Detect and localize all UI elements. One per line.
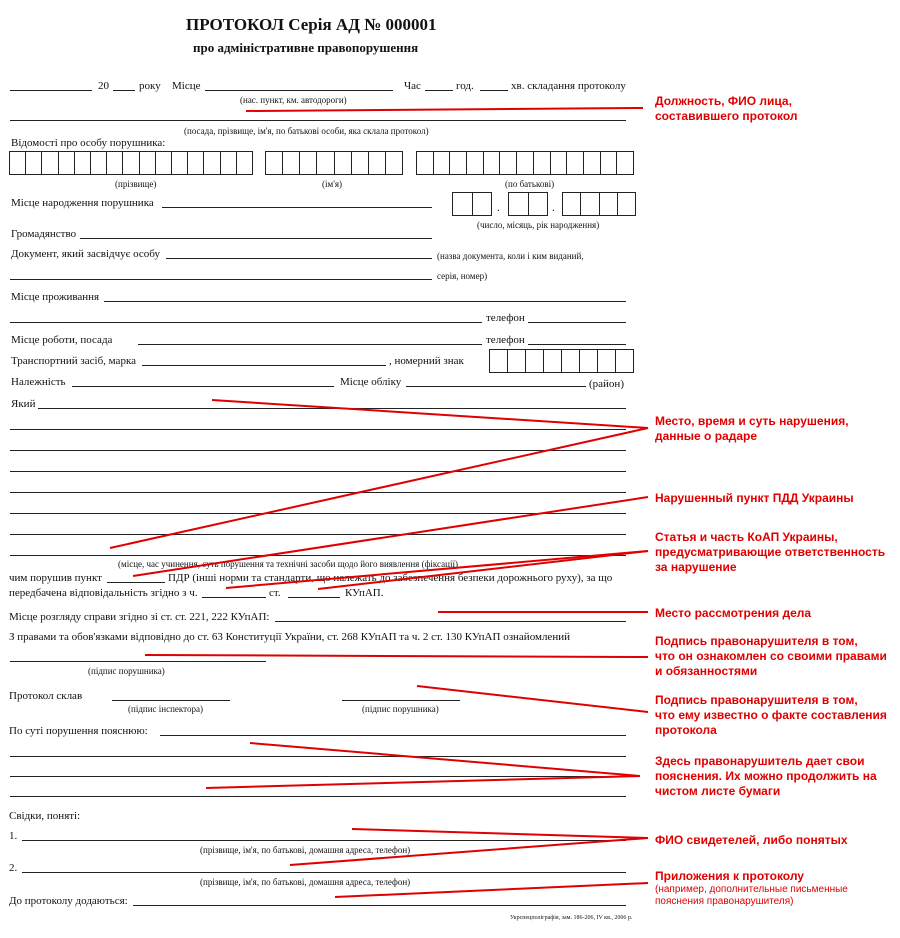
witnesses-label: Свідки, поняті: bbox=[9, 810, 81, 822]
document-label: Документ, який засвідчує особу bbox=[11, 248, 160, 260]
document-hint-2: серія, номер) bbox=[437, 271, 488, 281]
witness-2-hint: (прізвище, ім'я, по батькові, домашня адреса, телефон) bbox=[200, 877, 411, 887]
birth-dot-2: . bbox=[552, 202, 555, 214]
arrow-violation-top bbox=[212, 400, 648, 428]
rights-text: З правами та обов'язками відповідно до ст. 63 Конституції України, ст. 268 КУпАП та ч. 2 ст. 130 КУпАП ознайомлений bbox=[9, 631, 570, 643]
protocol-title: ПРОТОКОЛ Серія АД № 000001 bbox=[186, 15, 437, 34]
annotation-witnesses: ФИО свидетелей, либо понятых bbox=[655, 833, 848, 847]
patronymic-hint: (по батькові) bbox=[505, 179, 555, 189]
rule-line2a: передбачена відповідальність згідно з ч. bbox=[9, 587, 198, 599]
annotation-violation: Место, время и суть нарушения, данные о радаре bbox=[655, 414, 849, 443]
birthdate-hint: (число, місяць, рік народження) bbox=[477, 220, 600, 230]
arrow-rule-part bbox=[226, 551, 648, 588]
arrow-explanation-1 bbox=[250, 743, 640, 776]
place-hint: (нас. пункт, км. автодороги) bbox=[240, 95, 347, 105]
offender-info-label: Відомості про особу порушника: bbox=[11, 137, 166, 149]
arrow-violation-bottom bbox=[110, 428, 648, 548]
arrow-witness-2 bbox=[290, 838, 648, 865]
explanation-label: По суті порушення пояснюю: bbox=[9, 725, 148, 737]
place-label: Місце bbox=[172, 80, 201, 92]
rule-line2c: КУпАП. bbox=[345, 587, 384, 599]
witness-2-num: 2. bbox=[9, 862, 18, 874]
rule-line1a: чим порушив пункт bbox=[9, 572, 102, 584]
arrow-explanation-2 bbox=[206, 776, 640, 788]
rule-line1b: ПДР (інші норми та стандарти, що належать до забезпечення безпеки дорожнього руху), за що bbox=[168, 572, 613, 584]
rule-line2b: ст. bbox=[269, 587, 281, 599]
work-label: Місце роботи, посада bbox=[11, 334, 113, 346]
annotation-attachments-sub: (например, дополнительные письменные пояснения правонарушителя) bbox=[655, 884, 848, 907]
plate-label: , номерний знак bbox=[389, 355, 464, 367]
protocol-subtitle: про адміністративне правопорушення bbox=[193, 40, 419, 55]
year-prefix: 20 bbox=[98, 80, 109, 92]
hours-label: год. bbox=[456, 80, 474, 92]
offender-sign-hint: (підпис порушника) bbox=[88, 666, 165, 676]
annotation-rights-sign: Подпись правонарушителя в том, что он ознакомлен со своими правами и обязанностями bbox=[655, 634, 887, 678]
surname-hint: (прізвище) bbox=[115, 179, 157, 189]
annotation-review-place: Место рассмотрения дела bbox=[655, 606, 812, 620]
offender-sign-hint-2: (підпис порушника) bbox=[362, 704, 439, 714]
composer-hint: (посада, прізвище, ім'я, по батькові особи, яка склала протокол) bbox=[184, 126, 429, 136]
printer-note: Укрспецполіграфія, зам. 186-206, IV кв., 2006 р. bbox=[510, 915, 633, 921]
citizenship-label: Громадянство bbox=[11, 228, 77, 240]
annotation-attachments: Приложения к протоколу bbox=[655, 869, 804, 883]
annotation-article: Статья и часть КоАП Украины, предусматривающие ответственность за нарушение bbox=[655, 530, 886, 574]
annotation-protocol-sign: Подпись правонарушителя в том, что ему известно о факте составления протокола bbox=[655, 693, 887, 737]
witness-1-hint: (прізвище, ім'я, по батькові, домашня адреса, телефон) bbox=[200, 845, 411, 855]
arrow-rule-point bbox=[133, 497, 648, 576]
inspector-sign-hint: (підпис інспектора) bbox=[128, 704, 203, 714]
witness-1-num: 1. bbox=[9, 830, 18, 842]
time-label: Час bbox=[404, 80, 421, 92]
vehicle-label: Транспортний засіб, марка bbox=[11, 355, 137, 367]
arrow-rights-sign bbox=[145, 655, 648, 657]
residence-label: Місце проживання bbox=[11, 291, 100, 303]
birth-dot-1: . bbox=[497, 202, 500, 214]
ownership-label: Належність bbox=[11, 376, 66, 388]
arrow-protocol-sign bbox=[417, 686, 648, 712]
arrow-witness-1 bbox=[352, 829, 648, 838]
birthplace-label: Місце народження порушника bbox=[11, 197, 154, 209]
annotation-rule-point: Нарушенный пункт ПДД Украины bbox=[655, 491, 854, 505]
annotation-composer: Должность, ФИО лица, составившего протокол bbox=[655, 94, 798, 123]
attachments-label: До протоколу додаються: bbox=[9, 895, 128, 907]
year-suffix: року bbox=[139, 80, 161, 92]
arrow-rule-article bbox=[318, 551, 648, 589]
review-place-label: Місце розгляду справи згідно зі ст. ст. 221, 222 КУпАП: bbox=[9, 611, 270, 623]
name-hint: (ім'я) bbox=[322, 179, 342, 189]
district-label: (район) bbox=[589, 378, 624, 390]
protocol-made-label: Протокол склав bbox=[9, 690, 83, 702]
registration-label: Місце обліку bbox=[340, 376, 402, 388]
phone-label: телефон bbox=[486, 312, 525, 324]
which-label: Який bbox=[11, 398, 36, 410]
arrow-attachments bbox=[335, 883, 648, 897]
violation-hint: (місце, час учинення, суть порушення та технічні засоби щодо його виявлення (фіксації) bbox=[118, 559, 458, 569]
minutes-label: хв. складання протоколу bbox=[511, 80, 626, 92]
arrow-composer bbox=[246, 108, 643, 111]
document-hint: (назва документа, коли і ким виданий, bbox=[437, 251, 584, 261]
phone-label-2: телефон bbox=[486, 334, 525, 346]
annotation-explanation: Здесь правонарушитель дает свои пояснения. Их можно продолжить на чистом листе бумаги bbox=[655, 754, 877, 798]
